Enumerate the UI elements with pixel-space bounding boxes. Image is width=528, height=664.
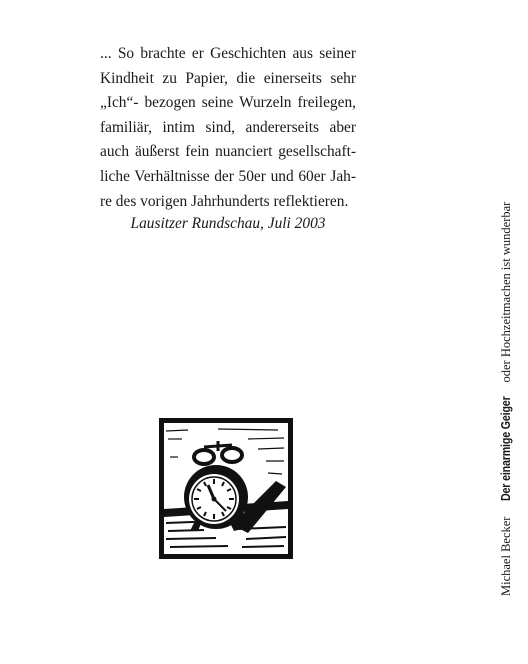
alarm-clock-woodcut-icon xyxy=(158,417,294,560)
spine-author: Michael Becker xyxy=(499,516,513,596)
quote-line: familiär, intim sind, andererseits aber xyxy=(100,118,356,136)
spine-subtitle: oder Hochzeitmachen ist wunderbar xyxy=(499,201,513,383)
spine-title: Der einarmige Geiger xyxy=(498,396,513,502)
quote-line: „Ich“- bezogen seine Wurzeln freilegen, xyxy=(100,94,356,112)
book-spine xyxy=(491,201,521,596)
quote-line: ... So brachte er Geschichten aus seiner xyxy=(100,45,356,62)
quote-line: Kindheit zu Papier, die einerseits sehr xyxy=(100,69,356,87)
review-quote xyxy=(100,42,356,214)
quote-line: re des vorigen Jahrhunderts reflektieren. xyxy=(100,192,349,210)
quote-line: auch äußerst fein nuanciert gesellschaft- xyxy=(100,143,356,161)
quote-source: Lausitzer Rundschau, Juli 2003 xyxy=(130,215,326,232)
quote-line: liche Verhältnisse der 50er und 60er Jah- xyxy=(100,167,356,185)
